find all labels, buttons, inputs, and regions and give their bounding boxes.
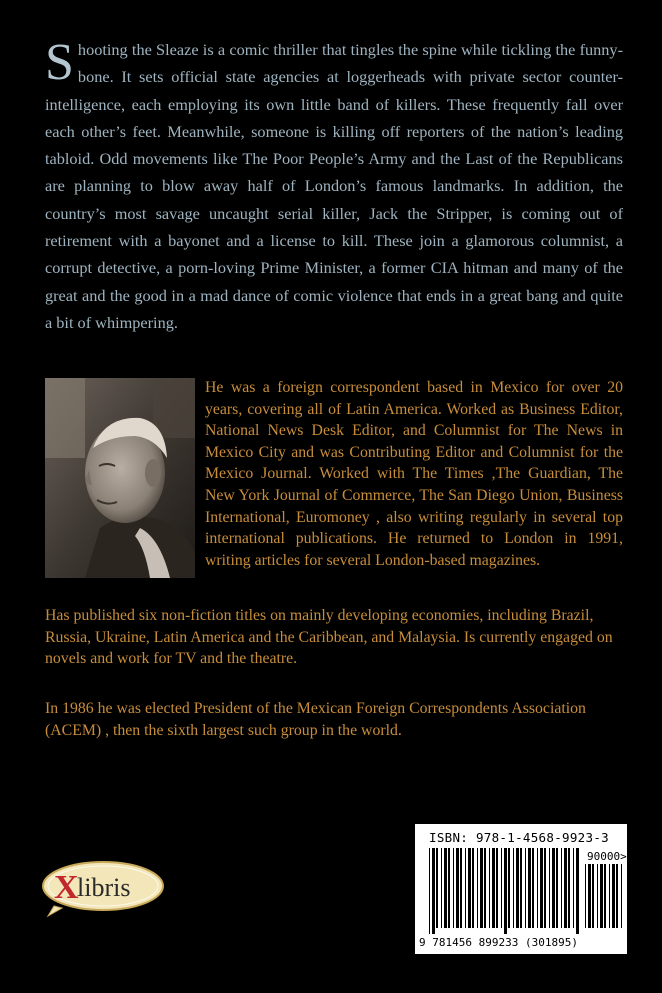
barcode-bar	[616, 864, 618, 928]
barcode-bar	[612, 864, 615, 928]
barcode-bar	[468, 848, 471, 928]
barcode-bar	[429, 848, 430, 934]
blurb-text: hooting the Sleaze is a comic thriller that tingles the spine while tickling the funny-bone. It sets official state agencies at loggerheads with private sector counter-intelligence, each employing its own little band of killers. These frequently fall over each other’s feet. Meanwhile, someone is killing off reporters of the nation’s leading tabloid. Odd movements like The Poor People’s Army and the Last of the Republicans are planning to blow away half of London’s famous landmarks. In addition, the country’s most savage uncaught serial killer, Jack the Stripper, is coming out of retirement with a bayonet and a license to kill. These join a glamorous columnist, a corrupt detective, a porn-loving Prime Minister, a former CIA hitman and many of the great and the good in a mad dance of comic violence that ends in a great bang and quite a bit of whimpering.	[45, 40, 623, 332]
barcode-bar	[484, 848, 486, 928]
barcode-bar	[600, 864, 603, 928]
barcode-bar	[528, 848, 531, 928]
barcode-bar	[544, 848, 546, 928]
barcode-bar	[432, 848, 435, 934]
isbn-barcode	[415, 824, 627, 954]
author-presidency: In 1986 he was elected President of the Mexican Foreign Correspondents Association (ACEM) , then the sixth largest such group in the world.	[45, 700, 586, 739]
barcode-bar	[549, 848, 550, 928]
barcode-bar	[448, 848, 450, 928]
xlibris-logo	[40, 858, 166, 918]
barcode-bar	[504, 848, 507, 934]
barcode-bar	[568, 848, 570, 928]
barcode-bar	[525, 848, 526, 928]
author-bio: He was a foreign correspondent based in Mexico for over 20 years, covering all of Latin America. Worked as Business Editor, National News Desk Editor, and Columnist for The News in Mexico City and was Contributing Editor and Columnist for the Mexico Journal. Worked with The Times ,The Guardian, The New York Journal of Commerce, The San Diego Union, Business International, Euromoney , also writing regularly in several top international publications. He returned to London in 1991, writing articles for several London-based magazines.	[205, 379, 623, 569]
logo-wordmark: libris	[77, 873, 131, 902]
price-code: 90000>	[587, 850, 627, 863]
barcode-bar	[477, 848, 478, 928]
barcode-bar	[465, 848, 466, 928]
drop-cap: S	[45, 34, 74, 91]
barcode-bar	[444, 848, 447, 928]
barcode-bar	[441, 848, 442, 928]
barcode-bar	[496, 848, 498, 928]
barcode-bar	[489, 848, 490, 928]
barcode-bar	[436, 848, 438, 928]
barcode-bar	[501, 848, 502, 928]
barcode-bar	[576, 848, 579, 934]
barcode-bar	[516, 848, 519, 928]
barcode-bar	[540, 848, 543, 928]
barcode-bar	[588, 864, 591, 928]
barcode-bar	[621, 864, 622, 928]
barcode-bar	[520, 848, 522, 928]
addon-barcode-bars	[585, 864, 623, 934]
barcode-bar	[561, 848, 562, 928]
author-publications: Has published six non-fiction titles on mainly developing economies, including Brazil, Russia, Ukraine, Latin America and the Caribbean, and Malaysia. Is currently engaged on novels and work for TV and the theatre.	[45, 607, 613, 668]
barcode-bar	[472, 848, 474, 928]
isbn-label: ISBN: 978-1-4568-9923-3	[429, 830, 609, 845]
barcode-bar	[597, 864, 598, 928]
ean-barcode-bars	[429, 848, 579, 934]
back-cover-blurb	[45, 36, 623, 336]
barcode-bar	[508, 848, 510, 928]
barcode-bar	[609, 864, 610, 928]
barcode-bar	[552, 848, 555, 928]
barcode-bar	[480, 848, 483, 928]
barcode-bar	[556, 848, 558, 928]
barcode-bar	[460, 848, 462, 928]
barcode-bar	[585, 864, 586, 928]
barcode-bar	[456, 848, 459, 928]
ean-digits: 9 781456 899233 (301895)	[419, 936, 578, 949]
barcode-bar	[537, 848, 538, 928]
barcode-bar	[532, 848, 534, 928]
logo-initial: X	[54, 869, 79, 906]
barcode-bar	[592, 864, 594, 928]
author-photo	[45, 378, 195, 578]
barcode-bar	[564, 848, 567, 928]
barcode-bar	[573, 848, 574, 928]
barcode-bar	[453, 848, 454, 928]
barcode-bar	[604, 864, 606, 928]
barcode-bar	[492, 848, 495, 928]
barcode-bar	[513, 848, 514, 928]
